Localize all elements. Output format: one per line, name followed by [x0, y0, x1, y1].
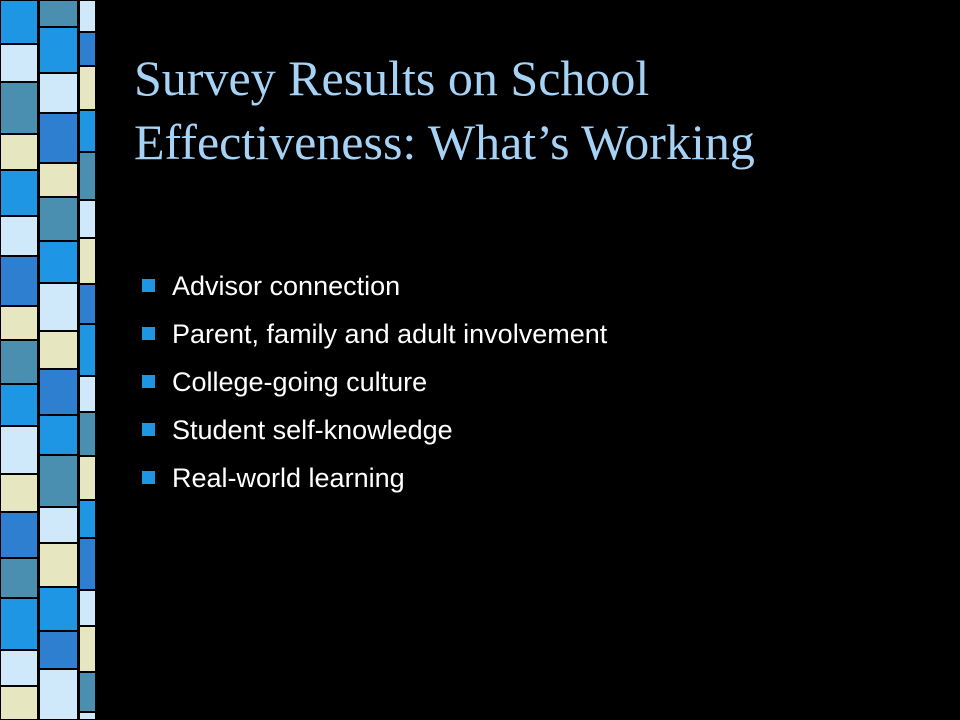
decorative-stripe [38, 631, 78, 669]
square-bullet-icon [142, 423, 155, 436]
decorative-stripe [38, 331, 78, 369]
decorative-stripe [38, 283, 78, 331]
decorative-stripe [78, 626, 96, 672]
decorative-stripe [38, 113, 78, 163]
decorative-stripe [38, 73, 78, 113]
bullet-item [142, 262, 607, 310]
decorative-stripe [0, 474, 38, 512]
stripe-gutter [78, 0, 80, 720]
decorative-stripe-bar [0, 0, 100, 720]
stripe-gutter [38, 0, 40, 720]
decorative-stripe [0, 170, 38, 216]
square-bullet-icon [142, 279, 155, 292]
bullet-item [142, 454, 607, 502]
slide-title-line-1: Survey Results on School [134, 50, 650, 106]
decorative-stripe [38, 197, 78, 241]
decorative-stripe [78, 200, 96, 238]
decorative-stripe [38, 455, 78, 507]
square-bullet-icon [142, 375, 155, 388]
bullet-text: Real-world learning [172, 463, 405, 493]
decorative-stripe [38, 163, 78, 197]
decorative-stripe [0, 650, 38, 686]
decorative-stripe [0, 512, 38, 558]
decorative-stripe [78, 590, 96, 626]
decorative-stripe [0, 340, 38, 384]
decorative-stripe [78, 110, 96, 152]
decorative-stripe [38, 507, 78, 543]
decorative-stripe [38, 369, 78, 415]
bullet-text: Advisor connection [172, 271, 401, 301]
square-bullet-icon [142, 471, 155, 484]
decorative-stripe [0, 82, 38, 134]
decorative-stripe [78, 376, 96, 412]
decorative-stripe [38, 587, 78, 631]
square-bullet-icon [142, 327, 155, 340]
decorative-stripe [38, 669, 78, 720]
decorative-stripe [78, 500, 96, 538]
decorative-stripe [0, 306, 38, 340]
decorative-stripe [78, 32, 96, 66]
decorative-stripe [0, 558, 38, 598]
slide-title [134, 46, 934, 174]
decorative-stripe [78, 412, 96, 456]
slide-title-line-2: Effectiveness: What’s Working [134, 114, 755, 170]
decorative-stripe [78, 538, 96, 590]
bullet-item [142, 310, 607, 358]
bullet-list [142, 262, 607, 502]
decorative-stripe [38, 0, 78, 27]
bullet-item [142, 406, 607, 454]
bullet-text: College-going culture [172, 367, 428, 397]
decorative-stripe [0, 686, 38, 720]
stripe-gutter [96, 0, 100, 720]
decorative-stripe [78, 66, 96, 110]
decorative-stripe [78, 152, 96, 200]
decorative-stripe [0, 44, 38, 82]
bullet-text: Student self-knowledge [172, 415, 453, 445]
decorative-stripe [78, 712, 96, 720]
decorative-stripe [78, 324, 96, 376]
decorative-stripe [0, 0, 38, 44]
decorative-stripe [78, 672, 96, 712]
decorative-stripe [0, 134, 38, 170]
decorative-stripe [0, 426, 38, 474]
decorative-stripe [0, 216, 38, 256]
decorative-stripe [38, 543, 78, 587]
decorative-stripe [0, 598, 38, 650]
decorative-stripe [0, 256, 38, 306]
decorative-stripe [78, 0, 96, 32]
bullet-text: Parent, family and adult involvement [172, 319, 608, 349]
decorative-stripe [38, 415, 78, 455]
decorative-stripe [38, 27, 78, 73]
decorative-stripe [0, 384, 38, 426]
decorative-stripe [38, 241, 78, 283]
bullet-item [142, 358, 607, 406]
decorative-stripe [78, 238, 96, 284]
decorative-stripe [78, 456, 96, 500]
decorative-stripe [78, 284, 96, 324]
